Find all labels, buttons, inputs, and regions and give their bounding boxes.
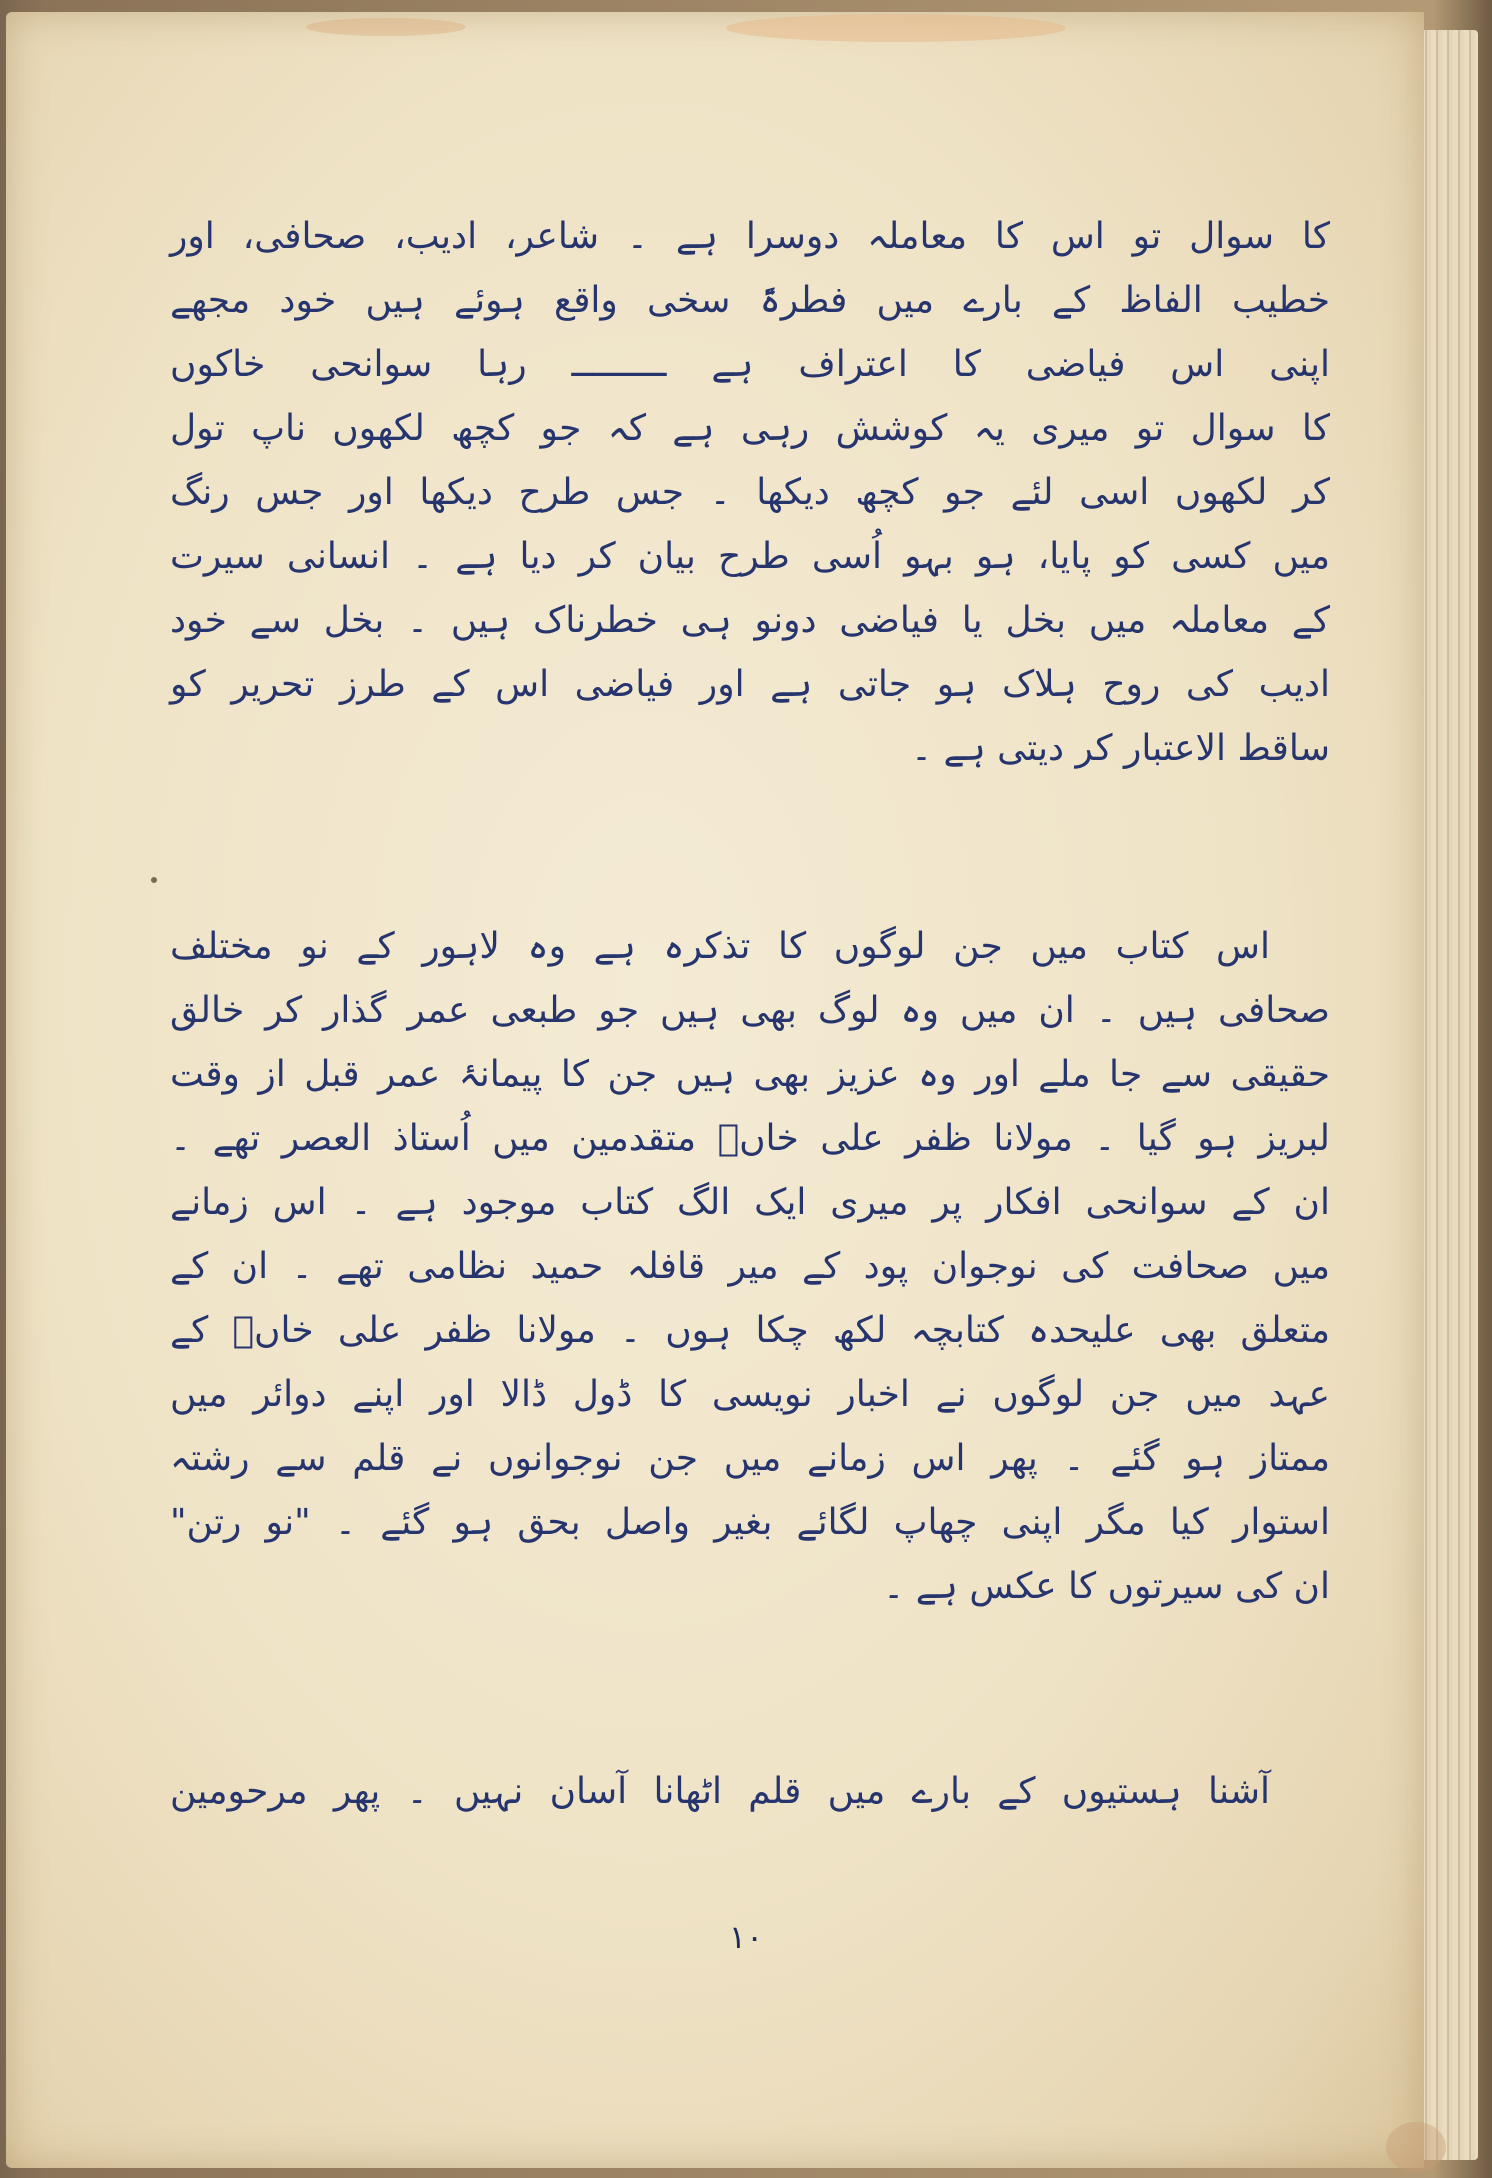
page-number: ۱۰ (728, 1918, 764, 1956)
paragraph-1 (170, 205, 1330, 781)
text-line: ان کی سیرتوں کا عکس ہے ۔ (883, 1566, 1330, 1607)
text-line: ان کے سوانحی افکار پر میری ایک الگ کتاب موجود ہے ۔ اس زمانے (170, 1182, 1330, 1223)
text-line: ممتاز ہو گئے ۔ پھر اس زمانے میں جن نوجوانوں نے قلم سے رشتہ (170, 1438, 1330, 1479)
text-line: کے معاملہ میں بخل یا فیاضی دونو ہی خطرناک ہیں ۔ بخل سے خود (170, 600, 1330, 641)
paragraph-3 (170, 1760, 1330, 1824)
text-line: ادیب کی روح ہلاک ہو جاتی ہے اور فیاضی اس کے طرز تحریر کو (170, 664, 1330, 705)
text-line: آشنا ہستیوں کے بارے میں قلم اٹھانا آسان نہیں ۔ پھر مرحومین (170, 1771, 1270, 1812)
text-line: عہد میں جن لوگوں نے اخبار نویسی کا ڈول ڈالا اور اپنے دوائر میں (170, 1374, 1330, 1415)
text-line: استوار کیا مگر اپنی چھاپ لگائے بغیر واصل بحق ہو گئے ۔ "نو رتن" (170, 1502, 1330, 1543)
text-line: اپنی اس فیاضی کا اعتراف ہے ـــــــــ رہا سوانحی خاکوں (170, 344, 1330, 385)
paper-stain (306, 18, 466, 36)
page-edges (1420, 30, 1478, 2160)
text-line: ساقط الاعتبار کر دیتی ہے ۔ (910, 728, 1330, 769)
text-line: اس کتاب میں جن لوگوں کا تذکرہ ہے وہ لاہور کے نو مختلف (170, 926, 1270, 967)
text-line: میں کسی کو پایا، ہو بہو اُسی طرح بیان کر دیا ہے ۔ انسانی سیرت (170, 536, 1330, 577)
text-line: متعلق بھی علیحدہ کتابچہ لکھ چکا ہوں ۔ مولانا ظفر علی خاںؒ کے (170, 1310, 1330, 1351)
ink-dot (151, 877, 157, 883)
text-line: لبریز ہو گیا ۔ مولانا ظفر علی خاںؒ متقدمین میں اُستاذ العصر تھے ۔ (170, 1118, 1330, 1159)
text-line: کا سوال تو اس کا معاملہ دوسرا ہے ۔ شاعر، ادیب، صحافی، اور (170, 216, 1330, 257)
paragraph-2 (170, 915, 1330, 1619)
text-line: میں صحافت کی نوجوان پود کے میر قافلہ حمید نظامی تھے ۔ ان کے (170, 1246, 1330, 1287)
text-line: خطیب الفاظ کے بارے میں فطرۃً سخی واقع ہوئے ہیں خود مجھے (170, 280, 1330, 321)
text-line: کر لکھوں اسی لئے جو کچھ دیکھا ۔ جس طرح دیکھا اور جس رنگ (170, 472, 1330, 513)
text-line: کا سوال تو میری یہ کوشش رہی ہے کہ جو کچھ لکھوں ناپ تول (170, 408, 1330, 449)
paper-stain (726, 14, 1066, 42)
paper-stain (1386, 2122, 1446, 2172)
text-line: حقیقی سے جا ملے اور وہ عزیز بھی ہیں جن کا پیمانۂ عمر قبل از وقت (170, 1054, 1330, 1095)
text-line: صحافی ہیں ۔ ان میں وہ لوگ بھی ہیں جو طبعی عمر گذار کر خالق (170, 990, 1330, 1031)
